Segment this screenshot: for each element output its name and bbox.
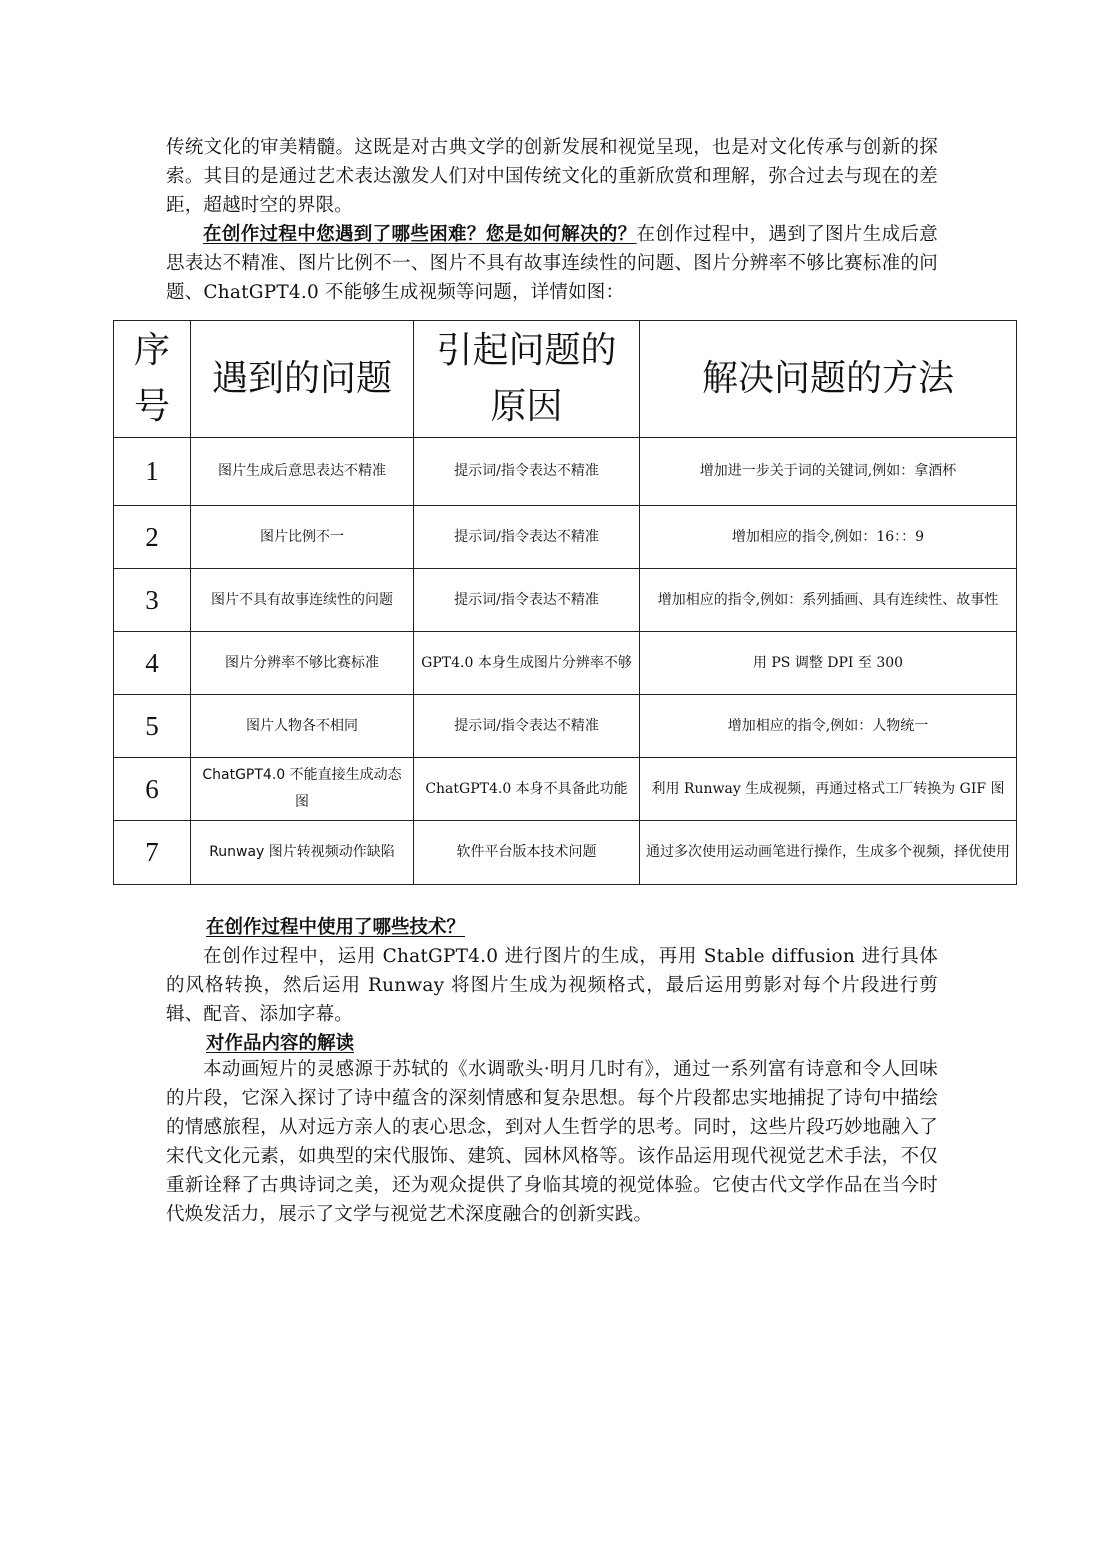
header-problem: 遇到的问题 (191, 321, 414, 438)
row-number: 4 (114, 632, 191, 695)
table-row (114, 758, 1017, 821)
table-row (114, 821, 1017, 885)
row-number: 1 (114, 438, 191, 506)
issues-table (113, 320, 1017, 885)
table-row (114, 569, 1017, 632)
row-cause: 提示词/指令表达不精准 (414, 695, 640, 758)
intro-paragraph: 传统文化的审美精髓。这既是对古典文学的创新发展和视觉呈现，也是对文化传承与创新的探索。其目的是通过艺术表达激发人们对中国传统文化的重新欣赏和理解，弥合过去与现在的差距，超越时空的界限。 (166, 137, 938, 216)
row-solution: 增加进一步关于词的关键词,例如：拿酒杯 (640, 438, 1017, 506)
row-cause: 提示词/指令表达不精准 (414, 506, 640, 569)
interpretation-paragraph: 本动画短片的灵感源于苏轼的《水调歌头·明月几时有》，通过一系列富有诗意和令人回味的片段，它深入探讨了诗中蕴含的深刻情感和复杂思想。每个片段都忠实地捕捉了诗句中描绘的情感旅程，从对远方亲人的衷心思念，到对人生哲学的思考。同时，这些片段巧妙地融入了宋代文化元素，如典型的宋代服饰、建筑、园林风格等。该作品运用现代视觉艺术手法，不仅重新诠释了古典诗词之美，还为观众提供了身临其境的视觉体验。它使古代文学作品在当今时代焕发活力，展示了文学与视觉艺术深度融合的创新实践。 (166, 1059, 938, 1225)
difficulties-paragraph (166, 220, 938, 307)
row-number: 5 (114, 695, 191, 758)
header-cause: 引起问题的原因 (414, 321, 640, 438)
table-header-row (114, 321, 1017, 438)
row-solution: 通过多次使用运动画笔进行操作，生成多个视频，择优使用 (640, 821, 1017, 885)
row-solution: 增加相应的指令,例如：系列插画、具有连续性、故事性 (640, 569, 1017, 632)
row-solution: 增加相应的指令,例如：16：：9 (640, 506, 1017, 569)
row-problem: 图片比例不一 (191, 506, 414, 569)
row-cause: ChatGPT4.0 本身不具备此功能 (414, 758, 640, 821)
techniques-paragraph: 在创作过程中，运用 ChatGPT4.0 进行图片的生成，再用 Stable diffusion 进行具体的风格转换，然后运用 Runway 将图片生成为视频格式，最后运用剪影对每个片段进行剪辑、配音、添加字幕。 (166, 946, 938, 1025)
row-problem: ChatGPT4.0 不能直接生成动态图 (191, 758, 414, 821)
difficulties-text: 在创作过程中，遇到了图片生成后意思表达不精准、图片比例不一、图片不具有故事连续性的问题、图片分辨率不够比赛标准的问题、ChatGPT4.0 不能够生成视频等问题，详情如图： (166, 224, 938, 303)
interpretation-heading: 对作品内容的解读 (206, 1033, 355, 1054)
row-problem: Runway 图片转视频动作缺陷 (191, 821, 414, 885)
table-row (114, 632, 1017, 695)
table-row (114, 438, 1017, 506)
row-problem: 图片分辨率不够比赛标准 (191, 632, 414, 695)
row-solution: 利用 Runway 生成视频，再通过格式工厂转换为 GIF 图 (640, 758, 1017, 821)
row-solution: 用 PS 调整 DPI 至 300 (640, 632, 1017, 695)
header-index: 序号 (114, 321, 191, 438)
row-number: 6 (114, 758, 191, 821)
table-row (114, 695, 1017, 758)
header-solution: 解决问题的方法 (640, 321, 1017, 438)
row-cause: 提示词/指令表达不精准 (414, 438, 640, 506)
techniques-heading: 在创作过程中使用了哪些技术？ (206, 917, 466, 938)
row-cause: 软件平台版本技术问题 (414, 821, 640, 885)
row-problem: 图片生成后意思表达不精准 (191, 438, 414, 506)
row-number: 3 (114, 569, 191, 632)
table-row (114, 506, 1017, 569)
row-cause: 提示词/指令表达不精准 (414, 569, 640, 632)
row-number: 7 (114, 821, 191, 885)
row-cause: GPT4.0 本身生成图片分辨率不够 (414, 632, 640, 695)
row-number: 2 (114, 506, 191, 569)
row-problem: 图片不具有故事连续性的问题 (191, 569, 414, 632)
row-solution: 增加相应的指令,例如：人物统一 (640, 695, 1017, 758)
difficulties-heading: 在创作过程中您遇到了哪些困难？您是如何解决的？ (203, 224, 637, 245)
row-problem: 图片人物各不相同 (191, 695, 414, 758)
